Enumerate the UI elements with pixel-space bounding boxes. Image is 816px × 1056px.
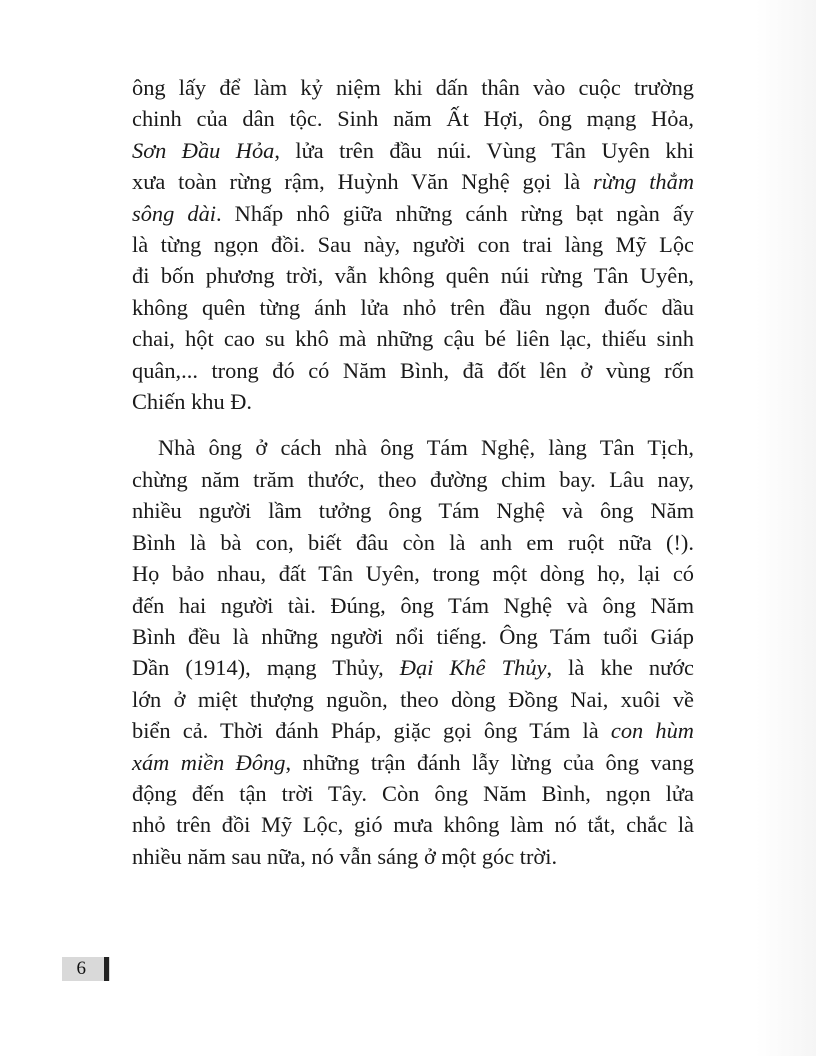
text-run: , những trận đánh lẫy lừng của ông vang	[285, 749, 695, 775]
text-run: Dần (1914), mạng Thủy,	[132, 655, 400, 681]
text-run: , lửa trên đầu núi. Vùng Tân Uyên khi	[274, 137, 694, 163]
text-line	[132, 135, 694, 166]
text-run: , là khe nước	[546, 655, 694, 681]
text-line: nhiều người lầm tưởng ông Tám Nghệ và ông Năm	[132, 498, 694, 524]
italic-term: rừng thẳm	[593, 169, 694, 195]
body-text	[132, 72, 694, 872]
paragraph-2	[132, 432, 694, 872]
page-edge-shade	[756, 0, 816, 1056]
italic-term: sông dài	[132, 200, 216, 226]
text-run: . Nhấp nhô giữa những cánh rừng bạt ngàn ấy	[215, 200, 694, 226]
text-line: chừng năm trăm thước, theo đường chim bay. Lâu nay,	[132, 466, 694, 492]
text-line: Nhà ông ở cách nhà ông Tám Nghệ, làng Tân Tịch,	[158, 435, 694, 461]
text-line	[132, 198, 694, 229]
text-line: quân,... trong đó có Năm Bình, đã đốt lên ở vùng rốn	[132, 357, 694, 383]
text-line: Họ bảo nhau, đất Tân Uyên, trong một dòng họ, lại có	[132, 561, 694, 587]
text-line: chinh của dân tộc. Sinh năm Ất Hợi, ông mạng Hỏa,	[132, 106, 694, 132]
text-line	[132, 715, 694, 746]
text-line: đi bốn phương trời, vẫn không quên núi rừng Tân Uyên,	[132, 263, 694, 289]
italic-term: con hùm	[610, 718, 694, 744]
text-line	[132, 747, 694, 778]
text-line	[132, 652, 694, 683]
text-line: đến hai người tài. Đúng, ông Tám Nghệ và ông Năm	[132, 592, 694, 618]
text-line: lớn ở miệt thượng nguồn, theo dòng Đồng Nai, xuôi về	[132, 686, 694, 712]
text-line: nhỏ trên đồi Mỹ Lộc, gió mưa không làm nó tắt, chắc là	[132, 812, 694, 838]
text-line: là từng ngọn đồi. Sau này, người con trai làng Mỹ Lộc	[132, 232, 694, 258]
paragraph-1	[132, 72, 694, 417]
paragraph-gap	[132, 417, 694, 432]
page-number: 6	[62, 957, 110, 981]
text-line: Bình là bà con, biết đâu còn là anh em ruột nữa (!).	[132, 529, 694, 555]
text-line: ông lấy để làm kỷ niệm khi dấn thân vào cuộc trường	[132, 75, 694, 100]
italic-term: Sơn Đầu Hỏa	[132, 137, 275, 163]
italic-term: Đại Khê Thủy	[399, 655, 547, 681]
text-line: chai, hột cao su khô mà những cậu bé liên lạc, thiếu sinh	[132, 326, 694, 352]
text-line	[132, 166, 694, 197]
text-line: Chiến khu Đ.	[132, 389, 253, 415]
text-line: nhiều năm sau nữa, nó vẫn sáng ở một góc trời.	[132, 843, 558, 869]
text-line: động đến tận trời Tây. Còn ông Năm Bình, ngọn lửa	[132, 780, 694, 806]
italic-term: xám miền Đông	[132, 749, 286, 775]
text-run: xưa toàn rừng rậm, Huỳnh Văn Nghệ gọi là	[132, 169, 594, 195]
text-line: Bình đều là những người nổi tiếng. Ông Tám tuổi Giáp	[132, 623, 694, 649]
text-run: biển cả. Thời đánh Pháp, giặc gọi ông Tám là	[132, 718, 611, 744]
text-line: không quên từng ánh lửa nhỏ trên đầu ngọn đuốc dầu	[132, 294, 694, 320]
page-number-bar	[104, 957, 109, 981]
